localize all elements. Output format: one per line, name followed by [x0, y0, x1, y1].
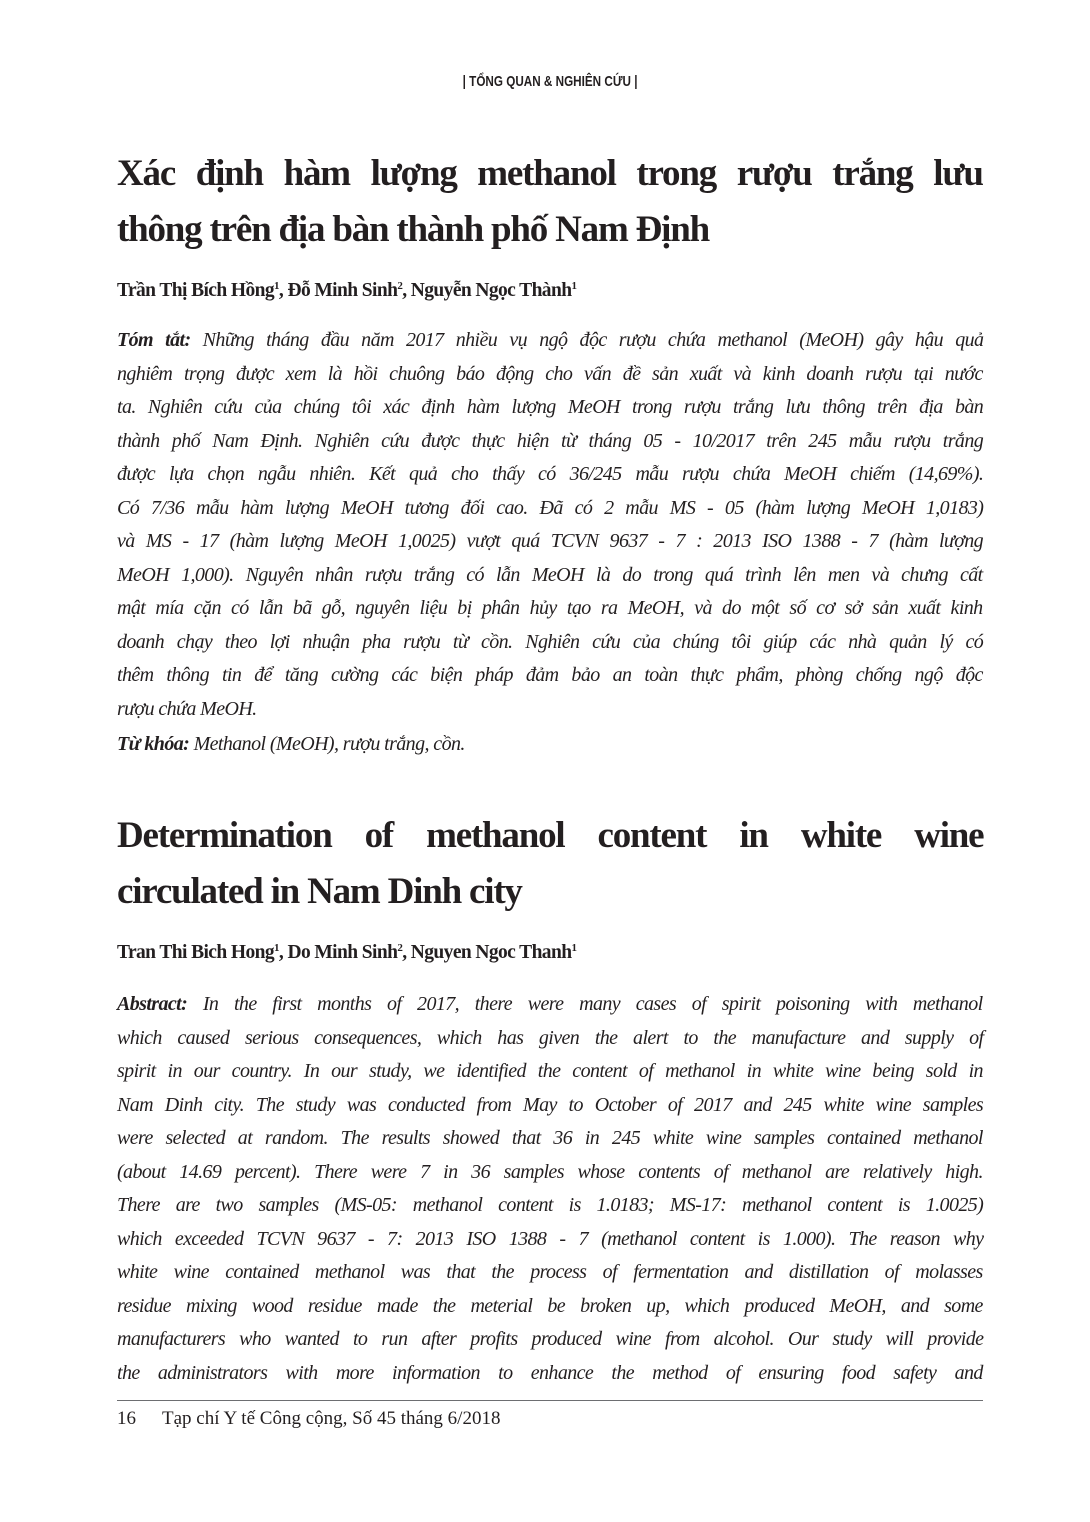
abstract-line: được lựa chọn ngẫu nhiên. Kết quả cho thấy có 36/245 mẫu rượu chứa MeOH chiếm (14,69%). — [117, 463, 984, 485]
abstract-line: rượu chứa MeOH. — [117, 697, 257, 720]
abstract-line: MeOH 1,000). Nguyên nhân rượu trắng có lẫn MeOH là do trong quá trình lên men và chưng cất — [117, 563, 983, 586]
affiliation-mark: 2 — [397, 280, 403, 292]
author-list-english: Tran Thi Bich Hong$^1$, Do Minh Sinh$^2$, Nguyen Ngoc Thanh$^1$ — [117, 942, 577, 963]
abstract-line: doanh chạy theo lợi nhuận pha rượu từ cồn. Nghiên cứu của chúng tôi giúp các nhà quản lý có — [117, 630, 984, 653]
abstract-line: which exceeded TCVN 9637 - 7: 2013 ISO 1388 - 7 (methanol content is 1.000). The reason why — [117, 1227, 984, 1250]
article-title-english — [117, 808, 983, 920]
abstract-line: white wine contained methanol was that the process of fermentation and distillation of molasses — [117, 1261, 983, 1283]
title-line: thông trên địa bàn thành phố Nam Định — [117, 209, 709, 250]
author-name: Nguyễn Ngọc Thành — [410, 280, 572, 301]
abstract-line: spirit in our country. In our study, we identified the content of methanol in white wine being sold in — [117, 1060, 983, 1082]
abstract-line: mật mía cặn có lẫn bã gỗ, nguyên liệu bị phân hủy tạo ra MeOH, và do một số cơ sở sản xuất kinh — [117, 597, 983, 619]
abstract-label: Tóm tắt: — [117, 329, 191, 351]
abstract-line: (about 14.69 percent). There were 7 in 36 samples whose contents of methanol are relatively high. — [117, 1160, 983, 1183]
abstract-line: There are two samples (MS-05: methanol content is 1.0183; MS-17: methanol content is 1.0025) — [117, 1194, 984, 1216]
abstract-line: Tóm tắt: Những tháng đầu năm 2017 nhiều vụ ngộ độc rượu chứa methanol (MeOH) gây hậu quả — [117, 329, 984, 351]
author-name: Tran Thi Bich Hong — [117, 942, 274, 963]
section-label: | TỔNG QUAN & NGHIÊN CỨU | — [462, 73, 638, 90]
keywords-vietnamese — [117, 733, 465, 756]
title-line: Xác định hàm lượng methanol trong rượu trắng lưu — [117, 153, 983, 194]
footer-divider — [117, 1400, 983, 1401]
abstract-line: ta. Nghiên cứu của chúng tôi xác định hàm lượng MeOH trong rượu trắng lưu thông trên địa bàn — [117, 396, 984, 418]
affiliation-mark: 1 — [571, 942, 577, 954]
author-name: Do Minh Sinh — [287, 942, 398, 963]
abstract-line: manufacturers who wanted to run after profits produced wine from alcohol. Our study will provide — [117, 1328, 984, 1350]
abstract-line: the administrators with more information to enhance the method of ensuring food safety and — [117, 1361, 983, 1384]
affiliation-mark: 1 — [274, 942, 279, 954]
journal-citation: Tạp chí Y tế Công cộng, Số 45 tháng 6/2018 — [162, 1408, 501, 1429]
affiliation-mark: 2 — [397, 942, 403, 954]
keywords-label: Từ khóa: — [117, 733, 190, 755]
abstract-line: Nam Dinh city. The study was conducted from May to October of 2017 and 245 white wine samples — [117, 1093, 984, 1116]
abstract-line: thêm thông tin để tăng cường các biện pháp đảm bảo an toàn thực phẩm, phòng chống ngộ độc — [117, 664, 983, 686]
title-line: circulated in Nam Dinh city — [117, 871, 522, 912]
affiliation-mark: 1 — [571, 280, 577, 292]
abstract-line: và MS - 17 (hàm lượng MeOH 1,0025) vượt quá TCVN 9637 - 7 : 2013 ISO 1388 - 7 (hàm lượng — [117, 530, 984, 552]
abstract-line: thành phố Nam Định. Nghiên cứu được thực hiện từ tháng 05 - 10/2017 trên 245 mẫu rượu trắng — [117, 429, 984, 452]
page-number: 16 — [117, 1408, 136, 1429]
author-list-vietnamese: Trần Thị Bích Hồng$^1$, Đỗ Minh Sinh$^2$, Nguyễn Ngọc Thành$^1$ — [117, 280, 577, 301]
abstract-label: Abstract: — [117, 993, 188, 1015]
affiliation-mark: 1 — [274, 280, 279, 292]
page-footer — [117, 1408, 500, 1430]
abstract-line: Có 7/36 mẫu hàm lượng MeOH tương đối cao. Đã có 2 mẫu MS - 05 (hàm lượng MeOH 1,0183) — [117, 496, 984, 519]
author-name: Nguyen Ngoc Thanh — [410, 942, 572, 963]
abstract-line: residue mixing wood residue made the meterial be broken up, which produced MeOH, and some — [117, 1294, 983, 1317]
title-line: Determination of methanol content in white wine — [117, 815, 984, 856]
keywords-text: Methanol (MeOH), rượu trắng, cồn. — [189, 733, 465, 755]
abstract-english — [117, 988, 983, 1390]
author-name: Trần Thị Bích Hồng — [117, 280, 274, 301]
abstract-vietnamese — [117, 324, 983, 726]
section-header — [117, 73, 983, 90]
abstract-line: Abstract: In the first months of 2017, there were many cases of spirit poisoning with methanol — [117, 993, 983, 1015]
abstract-line: were selected at random. The results showed that 36 in 245 white wine samples contained methanol — [117, 1127, 983, 1149]
author-name: Đỗ Minh Sinh — [287, 280, 398, 301]
abstract-line: nghiêm trọng được xem là hồi chuông báo động cho vấn đề sản xuất và kinh doanh rượu tại nước — [117, 362, 983, 385]
article-title-vietnamese — [117, 146, 983, 258]
abstract-line: which caused serious consequences, which has given the alert to the manufacture and supply of — [117, 1026, 984, 1049]
